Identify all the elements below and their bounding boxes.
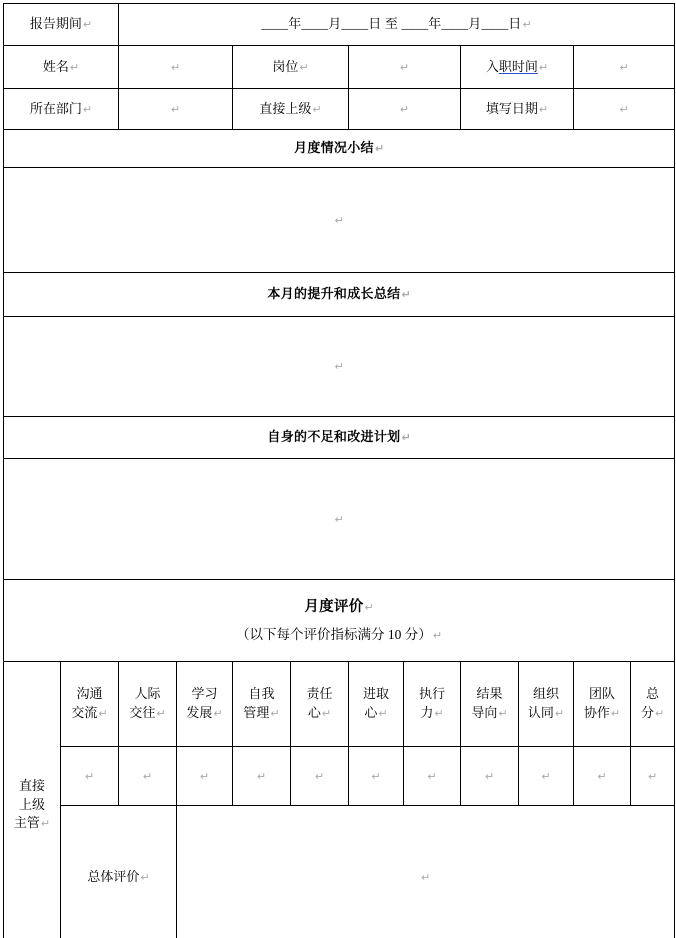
metric-line-2: 认同 (527, 705, 554, 720)
metric-header-teamwork (574, 662, 631, 747)
position-label-cell (233, 46, 349, 89)
table-row-name-position-entry (4, 46, 675, 89)
pilcrow-icon: ↵ (541, 769, 551, 783)
pilcrow-icon: ↵ (420, 870, 431, 884)
pilcrow-icon: ↵ (334, 213, 344, 227)
department-label: 所在部门 (29, 100, 82, 116)
table-row-section-body (4, 317, 675, 417)
pilcrow-icon: ↵ (312, 102, 322, 116)
fill-date-label: 填写日期 (485, 100, 538, 116)
pilcrow-icon: ↵ (82, 18, 93, 32)
pilcrow-icon: ↵ (484, 769, 495, 783)
score-cell-teamwork[interactable] (574, 747, 631, 806)
department-value-cell[interactable] (119, 89, 233, 130)
score-cell-communication[interactable] (61, 747, 119, 806)
pilcrow-icon: ↵ (40, 817, 51, 831)
metric-line-2: 交流 (71, 705, 98, 720)
metric-line-2: 导向 (471, 705, 498, 720)
metric-line-2-wrap (233, 704, 290, 723)
pilcrow-icon: ↵ (619, 102, 629, 116)
metric-line-1: 组织 (533, 686, 560, 702)
supervisor-row-label-line-2: 上级 (18, 796, 45, 812)
pilcrow-icon: ↵ (378, 707, 388, 720)
pilcrow-icon: ↵ (371, 769, 381, 783)
metric-line-2: 发展 (186, 705, 213, 720)
supervisor-row-label-line-1: 直接 (18, 777, 45, 793)
pilcrow-icon: ↵ (84, 769, 95, 783)
section-heading-text: 月度情况小结 (294, 140, 374, 156)
table-row-section-heading (4, 130, 675, 168)
metric-line-1: 人际 (134, 686, 161, 702)
table-row-section-heading (4, 273, 675, 317)
metric-line-1: 执行 (419, 686, 446, 702)
overall-evaluation-label: 总体评价 (87, 868, 140, 884)
metric-line-2: 心 (307, 705, 321, 720)
score-cell-learning[interactable] (177, 747, 233, 806)
metric-line-1: 进取 (363, 686, 390, 702)
fill-date-value-cell[interactable] (574, 89, 675, 130)
position-value-cell[interactable] (349, 46, 461, 89)
fill-date-label-cell (461, 89, 574, 130)
metric-line-2-wrap (177, 704, 232, 723)
evaluation-note: （以下每个评价指标满分 10 分） (236, 626, 432, 642)
pilcrow-icon: ↵ (156, 707, 166, 720)
table-row-section-body (4, 459, 675, 580)
report-period-label: 报告期间 (29, 16, 82, 32)
report-period-label-cell (4, 4, 119, 46)
pilcrow-icon: ↵ (199, 769, 210, 783)
metric-line-2-wrap (404, 704, 460, 723)
metric-line-1: 学习 (191, 686, 218, 702)
metric-line-2-wrap (519, 704, 573, 723)
supervisor-row-label-cell (4, 662, 61, 938)
score-cell-execution[interactable] (404, 747, 461, 806)
pilcrow-icon: ↵ (399, 102, 410, 116)
metric-line-1: 责任 (306, 686, 333, 702)
pilcrow-icon: ↵ (334, 360, 344, 374)
pilcrow-icon: ↵ (98, 707, 108, 720)
pilcrow-icon: ↵ (270, 707, 280, 720)
pilcrow-icon: ↵ (314, 769, 325, 783)
pilcrow-icon: ↵ (432, 628, 443, 642)
metric-line-2-wrap (119, 704, 176, 723)
score-cell-org-identification[interactable] (519, 747, 574, 806)
pilcrow-icon: ↵ (69, 60, 80, 74)
metric-line-2-wrap (631, 704, 674, 723)
metric-header-self-management (233, 662, 291, 747)
metric-header-initiative (349, 662, 404, 747)
section-heading-monthly-summary (4, 130, 675, 168)
supervisor-row-label-line-3: 主管 (13, 815, 40, 831)
direct-supervisor-value-cell[interactable] (349, 89, 461, 130)
pilcrow-icon: ↵ (619, 60, 629, 74)
score-cell-self-management[interactable] (233, 747, 291, 806)
score-cell-responsibility[interactable] (291, 747, 349, 806)
metric-line-2: 管理 (243, 705, 270, 720)
metric-line-1: 沟通 (76, 686, 103, 702)
table-row-section-heading (4, 417, 675, 459)
metric-header-org-identification (519, 662, 574, 747)
pilcrow-icon: ↵ (647, 769, 658, 783)
evaluation-note-line (4, 625, 674, 645)
table-row-overall-evaluation (4, 806, 675, 938)
report-period-value-cell[interactable] (119, 4, 675, 46)
pilcrow-icon: ↵ (399, 60, 410, 74)
pilcrow-icon: ↵ (401, 288, 411, 302)
pilcrow-icon: ↵ (374, 142, 385, 156)
pilcrow-icon: ↵ (597, 769, 607, 783)
monthly-report-table (3, 3, 675, 938)
metric-header-result-orientation (461, 662, 519, 747)
entry-date-label-cell (461, 46, 574, 89)
department-label-cell (4, 89, 119, 130)
evaluation-heading: 月度评价 (304, 598, 364, 615)
table-row-department-supervisor-filldate (4, 89, 675, 130)
direct-supervisor-label: 直接上级 (259, 100, 312, 116)
table-row-metric-scores (4, 747, 675, 806)
pilcrow-icon: ↵ (299, 60, 309, 74)
section-heading-improvement-plan (4, 417, 675, 459)
report-period-value: ____年____月____日 至 ____年____月____日 (261, 16, 522, 32)
table-row-evaluation-heading (4, 580, 675, 662)
score-cell-initiative[interactable] (349, 747, 404, 806)
pilcrow-icon: ↵ (538, 60, 549, 74)
metric-header-interpersonal (119, 662, 177, 747)
pilcrow-icon: ↵ (538, 102, 549, 116)
direct-supervisor-label-cell (233, 89, 349, 130)
name-value-cell[interactable] (119, 46, 233, 89)
metric-line-2-wrap (291, 704, 348, 723)
metric-line-2: 交往 (129, 705, 156, 720)
pilcrow-icon: ↵ (321, 707, 332, 720)
metric-line-2-wrap (349, 704, 403, 723)
section-body-monthly-summary[interactable] (4, 168, 675, 273)
pilcrow-icon: ↵ (256, 769, 267, 783)
section-body-improvement-plan[interactable] (4, 459, 675, 580)
entry-date-value-cell[interactable] (574, 46, 675, 89)
metric-line-2-wrap (61, 704, 118, 723)
pilcrow-icon: ↵ (213, 707, 223, 720)
metric-line-1: 团队 (589, 686, 616, 702)
score-cell-result-orientation[interactable] (461, 747, 519, 806)
metric-line-2-wrap (574, 704, 630, 723)
pilcrow-icon: ↵ (498, 707, 508, 720)
pilcrow-icon: ↵ (82, 102, 93, 116)
metric-header-learning (177, 662, 233, 747)
score-cell-interpersonal[interactable] (119, 747, 177, 806)
metric-line-2-wrap (461, 704, 518, 723)
section-body-growth-summary[interactable] (4, 317, 675, 417)
pilcrow-icon: ↵ (334, 512, 344, 526)
position-label: 岗位 (272, 58, 299, 74)
score-cell-total-score[interactable] (631, 747, 675, 806)
pilcrow-icon: ↵ (610, 707, 621, 720)
pilcrow-icon: ↵ (170, 102, 181, 116)
metric-header-total-score (631, 662, 675, 747)
overall-evaluation-label-cell (61, 806, 177, 938)
metric-header-communication (61, 662, 119, 747)
name-label-cell (4, 46, 119, 89)
metric-line-2: 力 (420, 705, 434, 720)
metric-line-2: 心 (364, 705, 378, 720)
pilcrow-icon: ↵ (401, 431, 411, 445)
table-row-metric-headers (4, 662, 675, 747)
pilcrow-icon: ↵ (554, 707, 565, 720)
pilcrow-icon: ↵ (522, 18, 532, 32)
entry-date-label: 入职时间 (485, 58, 538, 74)
evaluation-heading-cell (4, 580, 675, 662)
metric-line-2: 分 (640, 705, 654, 720)
metric-line-1: 总 (646, 686, 660, 702)
section-heading-text: 本月的提升和成长总结 (267, 286, 401, 302)
table-row-section-body (4, 168, 675, 273)
metric-line-2: 协作 (583, 705, 610, 720)
section-heading-growth-summary (4, 273, 675, 317)
pilcrow-icon: ↵ (142, 769, 153, 783)
overall-evaluation-value-cell[interactable] (177, 806, 675, 938)
pilcrow-icon: ↵ (427, 769, 437, 783)
pilcrow-icon: ↵ (170, 60, 181, 74)
pilcrow-icon: ↵ (140, 870, 150, 884)
metric-header-responsibility (291, 662, 349, 747)
metric-line-1: 自我 (248, 686, 275, 702)
name-label: 姓名 (42, 58, 69, 74)
pilcrow-icon: ↵ (434, 707, 444, 720)
section-heading-text: 自身的不足和改进计划 (267, 429, 401, 445)
pilcrow-icon: ↵ (364, 600, 374, 614)
table-row-report-period (4, 4, 675, 46)
metric-header-execution (404, 662, 461, 747)
pilcrow-icon: ↵ (654, 707, 665, 720)
metric-line-1: 结果 (476, 686, 503, 702)
